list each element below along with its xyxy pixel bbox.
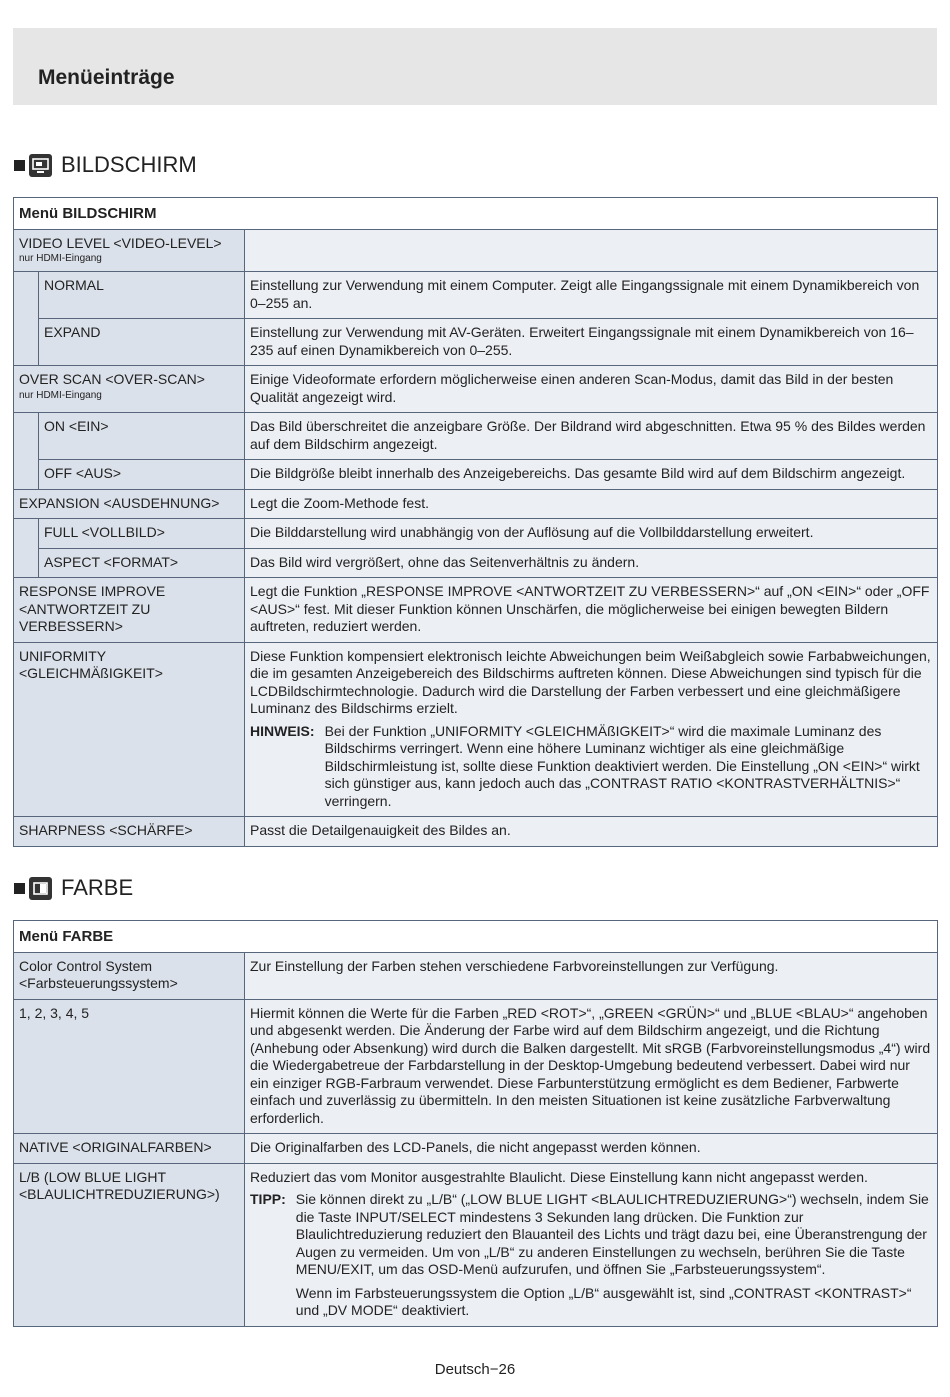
table-row [14, 578, 938, 643]
option-label: EXPAND [39, 319, 245, 366]
table-row [14, 548, 938, 578]
table-row [14, 642, 938, 817]
item-description: Legt die Funktion „RESPONSE IMPROVE <ANTWORTZEIT ZU VERBESSERN>“ auf „ON <EIN>“ oder „OFF <AUS>“ fest. Mit dieser Funktion können Unschärfen, die möglicherweise bei einigen bewegten Bildern auftreten, reduziert werden. [245, 578, 938, 643]
item-description-cell [245, 1163, 938, 1326]
table-row [14, 413, 938, 460]
option-label: ON <EIN> [39, 413, 245, 460]
item-description: Das Bild überschreitet die anzeigbare Größe. Der Bildrand wird abgeschnitten. Etwa 95 % des Bildes werden auf dem Bildschirm angezeigt. [245, 413, 938, 460]
item-description: Legt die Zoom-Methode fest. [245, 489, 938, 519]
item-label: SHARPNESS <SCHÄRFE> [14, 817, 245, 847]
item-label: Color Control System <Farbsteuerungssystem> [14, 952, 245, 999]
item-label-text: VIDEO LEVEL <VIDEO-LEVEL> [19, 234, 222, 251]
table-row [14, 952, 938, 999]
table-row [14, 999, 938, 1134]
section-title: FARBE [61, 875, 134, 900]
tip-text [296, 1191, 932, 1320]
color-menu-table [13, 920, 938, 1327]
option-label: NORMAL [39, 272, 245, 319]
item-label: RESPONSE IMPROVE <ANTWORTZEIT ZU VERBESSERN> [14, 578, 245, 643]
option-label: FULL <VOLLBILD> [39, 519, 245, 549]
table-row [14, 272, 938, 319]
tip-label: TIPP: [250, 1191, 286, 1207]
bullet-square [14, 160, 25, 171]
section-title: BILDSCHIRM [61, 152, 197, 177]
table-row [14, 366, 938, 413]
table-row [14, 1163, 938, 1326]
monitor-icon [29, 154, 52, 177]
section-heading-color [14, 875, 133, 901]
item-description: Zur Einstellung der Farben stehen verschiedene Farbvoreinstellungen zur Verfügung. [245, 952, 938, 999]
item-description: Hiermit können die Werte für die Farben „RED <ROT>“, „GREEN <GRÜN>“ und „BLUE <BLAU>“ angehoben und abgesenkt werden. Die Änderung der Farbe wird auf dem Bildschirm angezeigt, und die Richtung (Anhebung oder Absenkung) wird durch die Balken dargestellt. Mit sRGB (Farbvoreinstellungsmodus „4“) wird die Wiedergabetreue der Farbdarstellung in der Desktop-Umgebung bedeutend verbessert. Dabei wird nur ein einziger RGB-Farbraum verwendet. Diese Farbunterstützung ermöglicht es dem Bediener, Farbwerte einfach und zuverlässig zu übermitteln. In den meisten Situationen ist keine zusätzliche Farbverwaltung erforderlich. [245, 999, 938, 1134]
indent-cell [14, 413, 39, 460]
indent-cell [14, 548, 39, 578]
indent-cell [14, 272, 39, 319]
item-description: Reduziert das vom Monitor ausgestrahlte Blaulicht. Diese Einstellung kann nicht angepasst werden. [250, 1168, 868, 1185]
indent-cell [14, 319, 39, 366]
table-row [14, 817, 938, 847]
item-label: 1, 2, 3, 4, 5 [14, 999, 245, 1134]
item-description-cell [245, 642, 938, 817]
table-row [14, 319, 938, 366]
note-label: HINWEIS: [250, 722, 315, 739]
section-heading-screen [14, 152, 197, 178]
note-text: Bei der Funktion „UNIFORMITY <GLEICHMÄßIGKEIT>“ wird die maximale Luminanz des Bildschirms verringert. Wenn eine höhere Luminanz wichtiger als eine gleichmäßige Bildschirmleistung ist, sollte diese Funktion deaktiviert werden. Die Einstellung „ON <EIN>“ wirkt sich günstiger aus, kann jedoch auch das „CONTRAST RATIO <KONTRASTVERHÄLTNIS>“ verringern. [324, 722, 920, 809]
item-description: Die Bildgröße bleibt innerhalb des Anzeigebereichs. Das gesamte Bild wird auf dem Bildschirm angezeigt. [245, 460, 938, 490]
bullet-square [14, 883, 25, 894]
item-description: Einstellung zur Verwendung mit AV-Geräten. Erweitert Eingangssignale mit einem Dynamikbereich von 16–235 auf einen Dynamikbereich von 0–255. [245, 319, 938, 366]
screen-menu-table [13, 197, 938, 847]
table-header-row [14, 921, 938, 953]
option-label: ASPECT <FORMAT> [39, 548, 245, 578]
tip-paragraph: Sie können direkt zu „L/B“ („LOW BLUE LIGHT <BLAULICHTREDUZIERUNG>“) wechseln, indem Sie die Taste INPUT/SELECT mindestens 3 Sekunden lang drücken. Die Funktion zur Blaulichtreduzierung reduziert den Blauanteil des Lichts und trägt dazu bei, eine Überanstrengung der Augen zu vermeiden. Um von „L/B“ zu anderen Einstellungen zu wechseln, berühren Sie die Taste MENU/EXIT, um das OSD-Menü aufzurufen, und öffnen Sie „Farbsteuerungssystem“. [295, 1191, 929, 1277]
item-description: Die Bilddarstellung wird unabhängig von der Auflösung auf die Vollbilddarstellung erweitert. [245, 519, 938, 549]
item-description: Einstellung zur Verwendung mit einem Computer. Zeigt alle Eingangssignale mit einem Dynamikbereich von 0–255 an. [245, 272, 938, 319]
item-description: Diese Funktion kompensiert elektronisch leichte Abweichungen beim Weißabgleich sowie Farbabweichungen, die im gesamten Anzeigebereich des Bildschirms auftreten können. Diese Abweichungen sind typisch für die LCDBildschirmtechnologie. Dadurch wird die Darstellung der Farben verbessert und eine gleichmäßigere Luminanz des Bildschirms erzielt. [250, 647, 931, 716]
item-label-text: OVER SCAN <OVER-SCAN> [19, 371, 205, 387]
item-description: Passt die Detailgenauigkeit des Bildes an. [245, 817, 938, 847]
table-row [14, 1134, 938, 1164]
table-row [14, 229, 938, 272]
table-row [14, 460, 938, 490]
item-sublabel: nur HDMI-Eingang [19, 389, 102, 401]
item-label [14, 366, 245, 413]
tip-paragraph: Wenn im Farbsteuerungssystem die Option „L/B“ ausgewählt ist, sind „CONTRAST <KONTRAST>“ und „DV MODE“ deaktiviert. [295, 1284, 912, 1318]
item-label [14, 229, 245, 272]
item-label: EXPANSION <AUSDEHNUNG> [14, 489, 245, 519]
option-label: OFF <AUS> [39, 460, 245, 490]
tip-block [250, 1191, 932, 1320]
page-title: Menüeinträge [38, 66, 175, 89]
indent-cell [14, 460, 39, 490]
color-panel-icon [29, 877, 52, 900]
menu-title: Menü BILDSCHIRM [14, 198, 938, 230]
table-header-row [14, 198, 938, 230]
table-row [14, 489, 938, 519]
item-label: UNIFORMITY <GLEICHMÄßIGKEIT> [14, 642, 245, 817]
item-description: Die Originalfarben des LCD-Panels, die nicht angepasst werden können. [245, 1134, 938, 1164]
item-description: Das Bild wird vergrößert, ohne das Seitenverhältnis zu ändern. [245, 548, 938, 578]
item-sublabel: nur HDMI-Eingang [19, 253, 102, 264]
item-description: Einige Videoformate erfordern möglicherweise einen anderen Scan-Modus, damit das Bild in der besten Qualität angezeigt wird. [245, 366, 938, 413]
menu-title: Menü FARBE [14, 921, 938, 953]
page-number: Deutsch−26 [434, 1361, 516, 1378]
item-label: L/B (LOW BLUE LIGHT <BLAULICHTREDUZIERUNG>) [14, 1163, 245, 1326]
table-row [14, 519, 938, 549]
note-block [250, 723, 932, 811]
item-label: NATIVE <ORIGINALFARBEN> [14, 1134, 245, 1164]
item-description [245, 229, 938, 272]
page-header [13, 28, 937, 105]
indent-cell [14, 519, 39, 549]
